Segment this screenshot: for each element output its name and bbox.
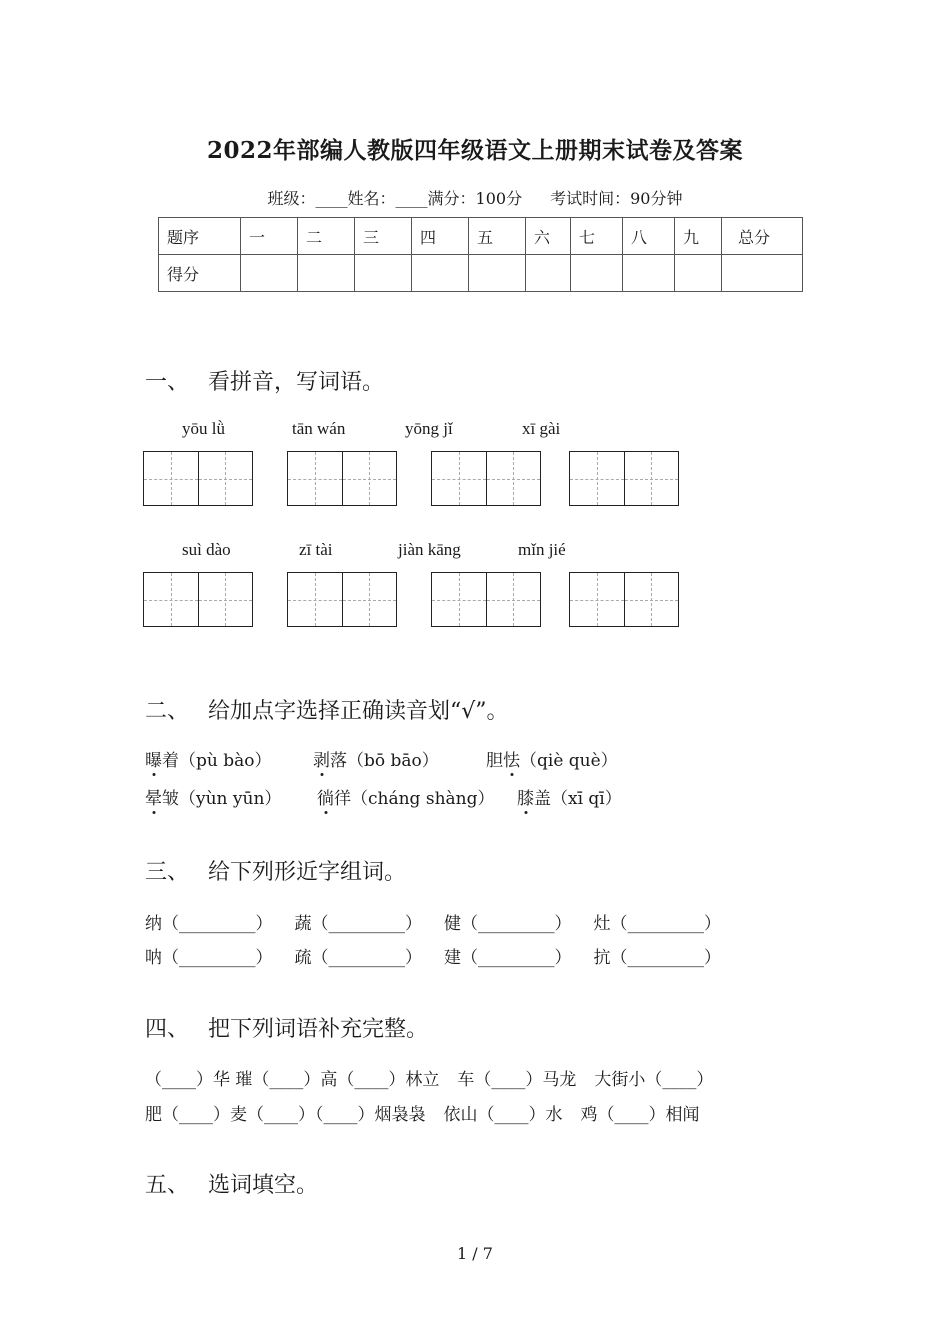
grid-cell[interactable] — [198, 452, 253, 505]
score-table — [158, 217, 803, 292]
section-number: 四、 — [145, 1017, 190, 1042]
grid-cell[interactable] — [624, 452, 679, 505]
score-input-cell[interactable] — [412, 255, 469, 292]
word-blank[interactable]: 健（_________） — [444, 914, 572, 934]
pinyin-label: suì dào — [182, 540, 231, 559]
section-1-heading — [145, 365, 384, 396]
dotted-char: 晕 — [145, 784, 162, 809]
word-blank[interactable]: 呐（_________） — [145, 948, 273, 968]
item-text: （qiè què） — [520, 751, 618, 771]
section-number: 一、 — [145, 370, 190, 395]
grid-cell[interactable] — [486, 573, 541, 626]
score-input-cell[interactable] — [722, 255, 803, 292]
writing-grid[interactable] — [569, 451, 679, 506]
writing-grid[interactable] — [287, 572, 397, 627]
page-number: 1 / 7 — [457, 1244, 493, 1263]
table-cell: 三 — [355, 218, 412, 255]
grid-cell[interactable] — [288, 573, 342, 626]
item-text: 徉（cháng shàng） — [334, 789, 495, 809]
table-cell: 四 — [412, 218, 469, 255]
word-blank[interactable]: 灶（_________） — [593, 914, 721, 934]
score-input-cell[interactable] — [241, 255, 298, 292]
pinyin-label: zī tài — [299, 540, 333, 559]
section-4-heading — [145, 1012, 428, 1043]
exam-time: 考试时间：90分钟 — [550, 189, 683, 208]
table-cell: 八 — [623, 218, 675, 255]
writing-grid[interactable] — [287, 451, 397, 506]
section-title: 给加点字选择正确读音划“√”。 — [208, 699, 509, 724]
section-2-heading — [145, 694, 509, 725]
score-table-score-row — [159, 255, 803, 292]
idiom-blank[interactable]: （____）华 璀（____）高（____）林立 — [145, 1070, 440, 1090]
table-cell: 七 — [571, 218, 623, 255]
idiom-blank[interactable]: 肥（____）麦（____）（____）烟袅袅 — [145, 1105, 426, 1125]
page-title: 2022年部编人教版四年级语文上册期末试卷及答案 — [206, 137, 743, 164]
writing-grid[interactable] — [143, 451, 253, 506]
pronunciation-line — [145, 784, 622, 809]
table-cell: 总分 — [722, 218, 803, 255]
writing-grid[interactable] — [569, 572, 679, 627]
score-input-cell[interactable] — [675, 255, 722, 292]
grid-cell[interactable] — [570, 573, 624, 626]
idiom-line — [145, 1100, 718, 1125]
word-group-line — [145, 909, 743, 934]
idiom-blank[interactable]: 依山（____）水 — [443, 1105, 563, 1125]
pronunciation-item[interactable] — [317, 784, 517, 809]
score-input-cell[interactable] — [355, 255, 412, 292]
pronunciation-line — [145, 746, 618, 771]
grid-cell[interactable] — [486, 452, 541, 505]
grid-cell[interactable] — [198, 573, 253, 626]
item-text: 着（pù bào） — [162, 751, 272, 771]
grid-cell[interactable] — [570, 452, 624, 505]
pronunciation-item[interactable] — [517, 784, 622, 809]
table-cell: 得分 — [159, 255, 241, 292]
dotted-char: 怯 — [503, 746, 520, 771]
exam-info — [0, 186, 950, 209]
word-blank[interactable]: 蔬（_________） — [294, 914, 422, 934]
grid-cell[interactable] — [432, 452, 486, 505]
dotted-char: 膝 — [517, 784, 534, 809]
pinyin-label: mǐn jié — [518, 540, 566, 559]
table-cell: 二 — [298, 218, 355, 255]
section-title: 看拼音，写词语。 — [208, 370, 385, 395]
idiom-blank[interactable]: 大街小（____） — [594, 1070, 714, 1090]
grid-cell[interactable] — [432, 573, 486, 626]
section-title: 把下列词语补充完整。 — [208, 1017, 429, 1042]
pronunciation-item[interactable] — [313, 746, 486, 771]
pinyin-label: jiàn kāng — [398, 540, 461, 559]
score-input-cell[interactable] — [623, 255, 675, 292]
item-text: 盖（xī qī） — [534, 789, 622, 809]
pronunciation-item[interactable] — [486, 746, 618, 771]
table-cell: 一 — [241, 218, 298, 255]
word-blank[interactable]: 抗（_________） — [593, 948, 721, 968]
item-text: 胆 — [486, 751, 503, 771]
score-input-cell[interactable] — [298, 255, 355, 292]
section-5-heading — [145, 1168, 318, 1199]
grid-cell[interactable] — [342, 452, 397, 505]
grid-cell[interactable] — [288, 452, 342, 505]
dotted-char: 曝 — [145, 746, 162, 771]
section-number: 二、 — [145, 699, 190, 724]
writing-grid[interactable] — [143, 572, 253, 627]
grid-cell[interactable] — [144, 573, 198, 626]
item-text: 落（bō bāo） — [330, 751, 439, 771]
section-number: 五、 — [145, 1173, 190, 1198]
score-input-cell[interactable] — [526, 255, 571, 292]
class-field: 班级：____ — [267, 189, 348, 208]
idiom-blank[interactable]: 鸡（____）相闻 — [580, 1105, 700, 1125]
word-group-line — [145, 943, 743, 968]
full-score: 满分：100分 — [427, 189, 523, 208]
grid-cell[interactable] — [624, 573, 679, 626]
pronunciation-item[interactable] — [145, 746, 313, 771]
grid-cell[interactable] — [342, 573, 397, 626]
word-blank[interactable]: 纳（_________） — [145, 914, 273, 934]
dotted-char: 剥 — [313, 746, 330, 771]
pinyin-label: yōng jǐ — [405, 419, 453, 438]
idiom-line — [145, 1065, 731, 1090]
pinyin-label: xī gài — [522, 419, 561, 438]
idiom-blank[interactable]: 车（____）马龙 — [457, 1070, 577, 1090]
pinyin-label: yōu lǜ — [182, 419, 225, 438]
item-text: 皱（yùn yūn） — [162, 789, 282, 809]
section-number: 三、 — [145, 860, 190, 885]
table-cell: 五 — [469, 218, 526, 255]
writing-grid[interactable] — [431, 451, 541, 506]
writing-grid[interactable] — [431, 572, 541, 627]
table-cell: 题序 — [159, 218, 241, 255]
score-table-header-row — [159, 218, 803, 255]
pronunciation-item[interactable] — [145, 784, 317, 809]
score-input-cell[interactable] — [469, 255, 526, 292]
word-blank[interactable]: 建（_________） — [444, 948, 572, 968]
word-blank[interactable]: 疏（_________） — [294, 948, 422, 968]
section-3-heading — [145, 855, 406, 886]
section-title: 选词填空。 — [208, 1173, 319, 1198]
grid-cell[interactable] — [144, 452, 198, 505]
table-cell: 六 — [526, 218, 571, 255]
dotted-char: 徜 — [317, 784, 334, 809]
name-field: 姓名：____ — [347, 189, 428, 208]
table-cell: 九 — [675, 218, 722, 255]
pinyin-label: tān wán — [292, 419, 346, 438]
section-title: 给下列形近字组词。 — [208, 860, 407, 885]
score-input-cell[interactable] — [571, 255, 623, 292]
